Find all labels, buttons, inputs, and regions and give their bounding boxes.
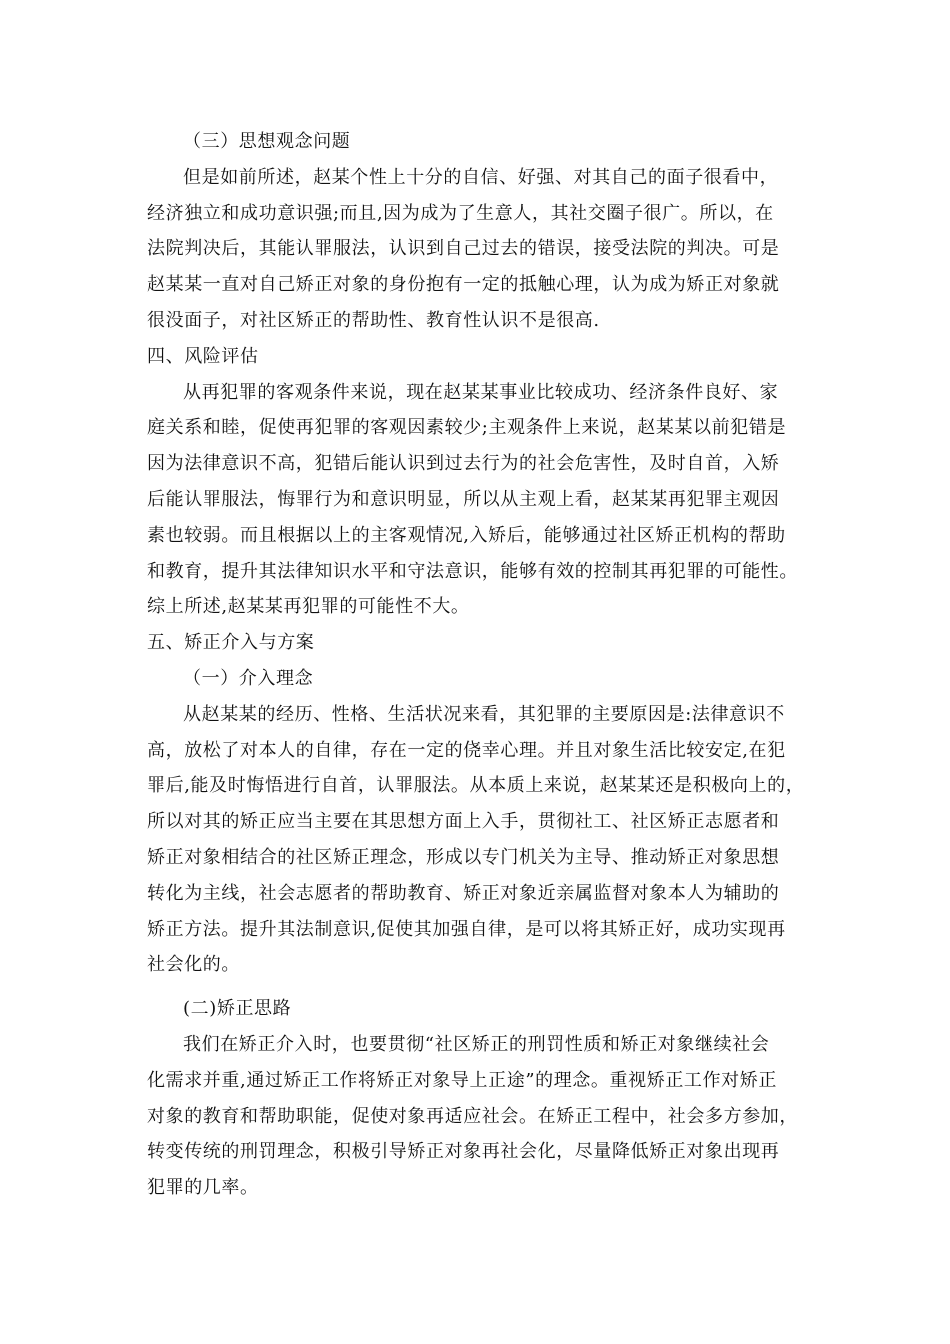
paragraph-line: 庭关系和睦，促使再犯罪的客观因素较少;主观条件上来说，赵某某以前犯错是 (147, 417, 787, 439)
paragraph-line: 但是如前所述，赵某个性上十分的自信、好强、对其自己的面子很看中， (183, 166, 779, 188)
paragraph-line: 和教育，提升其法律知识水平和守法意识，能够有效的控制其再犯罪的可能性。 (147, 560, 798, 582)
paragraph-line: 矫正方法。提升其法制意识,促使其加强自律，是可以将其矫正好，成功实现再 (147, 918, 786, 940)
paragraph-line: 转化为主线，社会志愿者的帮助教育、矫正对象近亲属监督对象本人为辅助的 (147, 882, 780, 904)
paragraph-line: 我们在矫正介入时，也要贯彻“社区矫正的刑罚性质和矫正对象继续社会 (183, 1033, 770, 1055)
paragraph-line: 化需求并重,通过矫正工作将矫正对象导上正途”的理念。重视矫正工作对矫正 (147, 1069, 777, 1091)
paragraph-line: 综上所述,赵某某再犯罪的可能性不大。 (147, 596, 470, 618)
paragraph-line: 转变传统的刑罚理念，积极引导矫正对象再社会化，尽量降低矫正对象出现再 (147, 1141, 780, 1163)
paragraph-line: 对象的教育和帮助职能，促使对象再适应社会。在矫正工程中，社会多方参加， (147, 1105, 798, 1127)
paragraph-line: 经济独立和成功意识强;而且,因为成为了生意人，其社交圈子很广。所以，在 (147, 202, 774, 224)
paragraph-line: 很没面子，对社区矫正的帮助性、教育性认识不是很高. (147, 309, 600, 331)
section-heading-intervention-plan: 五、矫正介入与方案 (147, 632, 315, 654)
paragraph-line: 罪后,能及时悔悟进行自首，认罪服法。从本质上来说，赵某某还是积极向上的， (147, 775, 805, 797)
paragraph-line: 从赵某某的经历、性格、生活状况来看，其犯罪的主要原因是:法律意识不 (183, 703, 785, 725)
subsection-heading-correction-approach: (二)矫正思路 (183, 998, 292, 1020)
paragraph-line: 法院判决后，其能认罪服法，认识到自己过去的错误，接受法院的判决。可是 (147, 238, 780, 260)
paragraph-line: 从再犯罪的客观条件来说，现在赵某某事业比较成功、经济条件良好、家 (183, 381, 779, 403)
document-body (147, 124, 827, 1206)
paragraph-line: 社会化的。 (147, 954, 240, 976)
paragraph-line: 犯罪的几率。 (147, 1177, 259, 1199)
section-heading-risk-assessment: 四、风险评估 (147, 345, 259, 367)
paragraph-line: 高，放松了对本人的自律，存在一定的侥幸心理。并且对象生活比较安定,在犯 (147, 739, 786, 761)
paragraph-line: 赵某某一直对自己矫正对象的身份抱有一定的抵触心理，认为成为矫正对象就 (147, 274, 780, 296)
paragraph-line: 因为法律意识不高，犯错后能认识到过去行为的社会危害性，及时自首，入矫 (147, 453, 780, 475)
paragraph-line: 所以对其的矫正应当主要在其思想方面上入手，贯彻社工、社区矫正志愿者和 (147, 811, 780, 833)
section-heading-thought-issues: （三）思想观念问题 (183, 131, 351, 152)
paragraph-line: 素也较弱。而且根据以上的主客观情况,入矫后，能够通过社区矫正机构的帮助 (147, 524, 786, 546)
subsection-heading-intervention-concept: （一）介入理念 (183, 667, 314, 689)
paragraph-line: 后能认罪服法，悔罪行为和意识明显，所以从主观上看，赵某某再犯罪主观因 (147, 488, 780, 510)
paragraph-line: 矫正对象相结合的社区矫正理念，形成以专门机关为主导、推动矫正对象思想 (147, 846, 780, 868)
spacer (147, 983, 827, 991)
